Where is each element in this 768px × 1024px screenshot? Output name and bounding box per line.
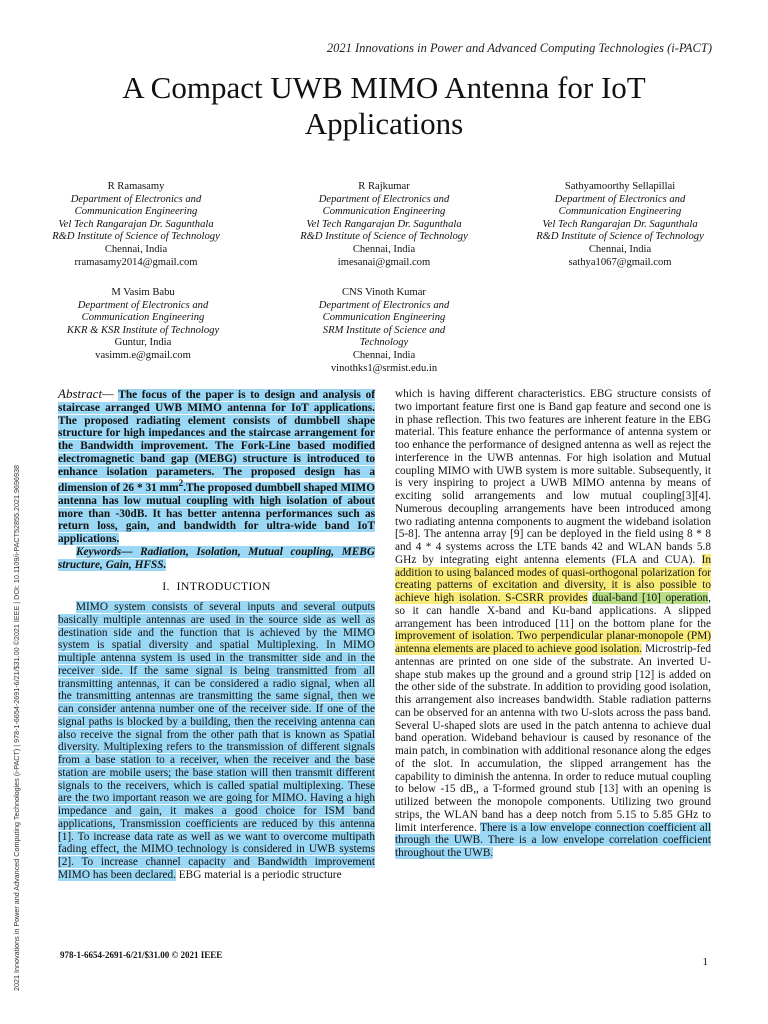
author-affiliation-line: Communication Engineering xyxy=(558,206,682,218)
doi-sidebar-text: 2021 Innovations in Power and Advanced Computing Technologies (i-PACT) | 978-1-6654-2691-6/21/$31.00 ©2021 IEEE | DOI: 10.1109/i-PACT52855.2021.9696938 xyxy=(12,465,21,991)
keywords-list: Radiation, Isolation, Mutual coupling, MEBG structure, Gain, HFSS. xyxy=(58,545,375,571)
author-affiliation-line: Department of Electronics and xyxy=(318,193,450,205)
left-column xyxy=(58,388,375,882)
author-affiliation-line: R&D Institute of Science of Technology xyxy=(536,231,704,243)
abstract-label: Abstract xyxy=(58,386,103,401)
author-affiliation-line: R&D Institute of Science of Technology xyxy=(300,231,468,243)
highlight-green-1: dual-band [10] operation xyxy=(592,592,709,604)
section-title: INTRODUCTION xyxy=(176,579,271,594)
section-number: I. xyxy=(162,579,170,594)
abstract-text-b: .The proposed dumbbell shaped MIMO antenna has low mutual coupling with high isolation of about more than -30dB. It has better antenna performances such as return loss, gain, and bandwidth for ultra-wide band IoT applications. xyxy=(58,482,375,546)
author-email: rramasamy2014@gmail.com xyxy=(74,256,198,268)
intro-plain-text: EBG material is a periodic structure xyxy=(175,868,342,881)
author-affiliation-line: Communication Engineering xyxy=(322,206,446,218)
page-number: 1 xyxy=(702,956,708,968)
keywords-label: Keywords xyxy=(76,545,122,558)
author-affiliation-line: Vel Tech Rangarajan Dr. Sagunthala xyxy=(306,218,462,230)
author-affiliation-line: Department of Electronics and xyxy=(318,299,450,311)
abstract-text xyxy=(58,389,375,545)
author-city: Chennai, India xyxy=(588,243,652,255)
intro-highlighted-text: MIMO system consists of several inputs and several outputs basically multiple antennas are used in the source side as well as destination side and the function that is achieved by the MIMO system is spatial diversity and spatial Multiplexing. In MIMO multiple antenna system is used in the transmitter side and in the receiver side. If the same signal is being transmitted from all transmitting antennas, it can be considered a radio signal, when all the transmitting antennas are transmitting the same signal, then we can consider antenna number one of the receiver side. If one of the signal paths is blocked by a building, then the receiving antenna can also receive the signal from the other path that is known as Spatial diversity. Multiplexing refers to the transmission of different signals from a base station to a receiver, when the receiver and the base station are mobile users; the base station will then transmit different signals to the receivers, which is called spatial multiplexing. These are the two important reason we are going for MIMO. Having a high impedance and gain, it makes a good choice for ISM band applications, Transmission coefficients are reduced by this antenna [1]. To increase data rate as well as we want to overcome multipath fading effect, the MIMO technology is considered in UWB systems [2]. To increase channel capacity and Bandwidth improvement MIMO has been declared. xyxy=(58,601,375,881)
author-affiliation-line: Vel Tech Rangarajan Dr. Sagunthala xyxy=(542,218,698,230)
author-name: R Rajkumar xyxy=(358,181,410,192)
author-affiliation-line: Vel Tech Rangarajan Dr. Sagunthala xyxy=(58,218,214,230)
highlight-yellow-1: In addition to using balanced modes of quasi-orthogonal polarization for creating patterns of excitation and diversity, it is also possible to achieve high isolation. S-CSRR provides xyxy=(395,553,711,604)
author-affiliation-line: R&D Institute of Science of Technology xyxy=(52,231,220,243)
author-block-4 xyxy=(43,287,243,363)
intro-paragraph xyxy=(58,601,375,882)
copyright-footer: 978-1-6654-2691-6/21/$31.00 © 2021 IEEE xyxy=(60,950,223,960)
author-affiliation-line: Technology xyxy=(359,337,409,349)
keywords-dash: — xyxy=(121,545,133,558)
author-affiliation-line: Department of Electronics and xyxy=(554,193,686,205)
author-name: M Vasim Babu xyxy=(111,287,175,298)
author-name: Sathyamoorthy Sellapillai xyxy=(564,181,676,192)
abstract-text-a: The focus of the paper is to design and analysis of staircase arranged UWB MIMO antenna for IoT applications. The proposed radiating element consists of dumbbell shape structure for high impedances and the staircase arrangement for the Bandwidth improvement. The Fork-Line based modified electromagnetic band gap (MEBG) structure is introduced to enhance isolation parameters. The proposed design has a dimension of 26 * 31 mm xyxy=(58,389,375,495)
author-affiliation-line: Communication Engineering xyxy=(74,206,198,218)
author-affiliation-line: KKR & KSR Institute of Technology xyxy=(66,324,220,336)
keywords-text xyxy=(58,546,375,571)
author-city: Chennai, India xyxy=(352,243,416,255)
author-block-3 xyxy=(520,181,720,269)
paper-title: A Compact UWB MIMO Antenna for IoT Applications xyxy=(122,70,646,141)
highlight-yellow-2: improvement of isolation. Two perpendicular planar-monopole (PM) antenna elements are placed to achieve good isolation. xyxy=(395,630,711,655)
body-text-2: , so it can handle X-band and Ku-band applications. A slipped arrangement has been introduced [11] on the bottom plane for the xyxy=(395,592,711,630)
author-email: vasimm.e@gmail.com xyxy=(95,349,191,361)
body-text-3: Microstrip-fed antennas are printed on one side of the substrate. An inverted U-shape stub makes up the ground and a ground strip [12] is added on the other side of the substrate. In addition to providing good isolation, this arrangement also increases bandwidth. Stable radiation patterns can be observed for an antenna with two U-slots across the pass band. Several U-shaped slots are used in the patch antenna to achieve dual band operation. Wideband behaviour is caused by resonance of the main patch, in combination with additional resonance along the edges of the slot. In accumulation, the slipped arrangement has the capability to diminish the antenna. In order to reduce mutual coupling to below -15 dB,, a T-formed ground stub [13] with an opening is utilized between the monopole components. Utilizing two ground strips, the WLAN band has a deep notch from 5.15 to 5.85 GHz to limit interference. xyxy=(395,643,711,834)
section-heading xyxy=(58,580,375,593)
author-affiliation-line: Communication Engineering xyxy=(322,312,446,324)
doi-sidebar xyxy=(4,300,20,1000)
author-name: R Ramasamy xyxy=(107,181,165,192)
author-city: Chennai, India xyxy=(104,243,168,255)
author-city: Guntur, India xyxy=(114,337,172,349)
author-name: CNS Vinoth Kumar xyxy=(342,287,426,298)
abstract-paragraph xyxy=(58,388,375,546)
author-block-1 xyxy=(36,181,236,269)
highlight-blue-1: There is a low envelope connection coefficient all through the UWB. There is a low envelope correlation coefficient throughout the UWB. xyxy=(395,821,711,859)
abstract-superscript: 2 xyxy=(178,479,184,490)
author-email: imesanai@gmail.com xyxy=(337,256,431,268)
author-city: Chennai, India xyxy=(352,349,416,361)
author-affiliation-line: SRM Institute of Science and xyxy=(322,324,446,336)
author-email: sathya1067@gmail.com xyxy=(568,256,672,268)
conference-header: 2021 Innovations in Power and Advanced Computing Technologies (i-PACT) xyxy=(326,41,712,55)
author-block-5 xyxy=(284,287,484,375)
body-text-1: which is having different characteristics. EBG structure consists of two important feature first one is Band gap feature and second one is in phase reflection. This two features are inherent feature in the EBG material. This feature enhance the performance of antenna system or too enhance the performance of designed antenna as well as reject the interference in the UWB antennas. For high isolation and Mutual coupling MIMO with UWB system is more suitable. Subsequently, it is very inspiring to project a UWB MIMO antenna by means of exciting solid arrangements and low mutual coupling[3][4]. Numerous decoupling arrangements have been introduced among two radiating antenna components to augment the wideband isolation [5-8]. The antenna array [9] can be deployed in the field using 8 * 8 and 4 * 4 systems across the LTE bands 42 and WLAN bands 5.8 GHz by integrating eight antenna elements (FLA and CUA). xyxy=(395,388,711,566)
keywords-paragraph xyxy=(58,546,375,572)
right-column xyxy=(395,388,711,860)
abstract-dash: — xyxy=(102,386,114,401)
author-affiliation-line: Communication Engineering xyxy=(81,312,205,324)
author-affiliation-line: Department of Electronics and xyxy=(77,299,209,311)
author-affiliation-line: Department of Electronics and xyxy=(70,193,202,205)
author-email: vinothks1@srmist.edu.in xyxy=(330,362,438,374)
author-block-2 xyxy=(284,181,484,269)
body-paragraph xyxy=(395,388,711,860)
